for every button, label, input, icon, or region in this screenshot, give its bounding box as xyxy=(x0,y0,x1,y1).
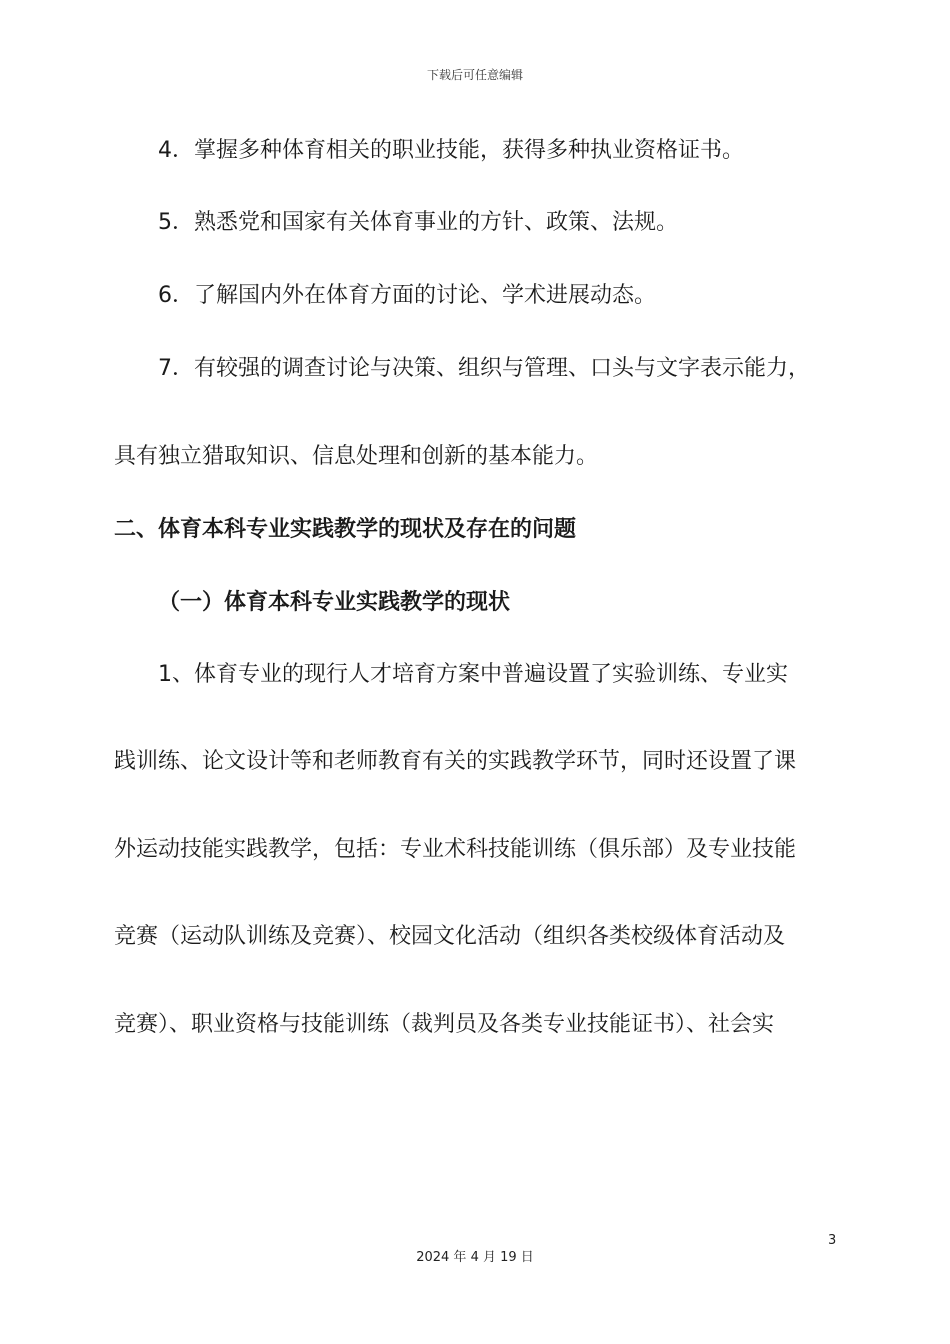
paragraph-line-3: 外运动技能实践教学，包括：专业术科技能训练（俱乐部）及专业技能 xyxy=(114,837,797,862)
paragraph-line-5: 竞赛）、职业资格与技能训练（裁判员及各类专业技能证书）、社会实 xyxy=(114,1012,775,1037)
list-item-4: 4．掌握多种体育相关的职业技能，获得多种执业资格证书。 xyxy=(158,138,744,163)
page-header: 下载后可任意编辑 xyxy=(426,68,523,82)
list-item-6: 6．了解国内外在体育方面的讨论、学术进展动态。 xyxy=(158,283,656,308)
list-item-5: 5．熟悉党和国家有关体育事业的方针、政策、法规。 xyxy=(158,210,678,235)
section-heading: 二、体育本科专业实践教学的现状及存在的问题 xyxy=(114,517,577,542)
paragraph-line-1: 1、体育专业的现行人才培育方案中普遍设置了实验训练、专业实 xyxy=(158,662,788,687)
page-number: 3 xyxy=(828,1233,837,1248)
paragraph-line-4: 竞赛（运动队训练及竞赛）、校园文化活动（组织各类校级体育活动及 xyxy=(114,924,786,949)
list-item-7-line-2: 具有独立猎取知识、信息处理和创新的基本能力。 xyxy=(114,444,599,469)
footer-date: 2024 年 4 月 19 日 xyxy=(416,1250,534,1265)
subsection-heading: （一）体育本科专业实践教学的现状 xyxy=(158,590,511,615)
paragraph-line-2: 践训练、论文设计等和老师教育有关的实践教学环节，同时还设置了课 xyxy=(114,749,797,774)
list-item-7-line-1: 7．有较强的调查讨论与决策、组织与管理、口头与文字表示能力， xyxy=(158,356,810,381)
